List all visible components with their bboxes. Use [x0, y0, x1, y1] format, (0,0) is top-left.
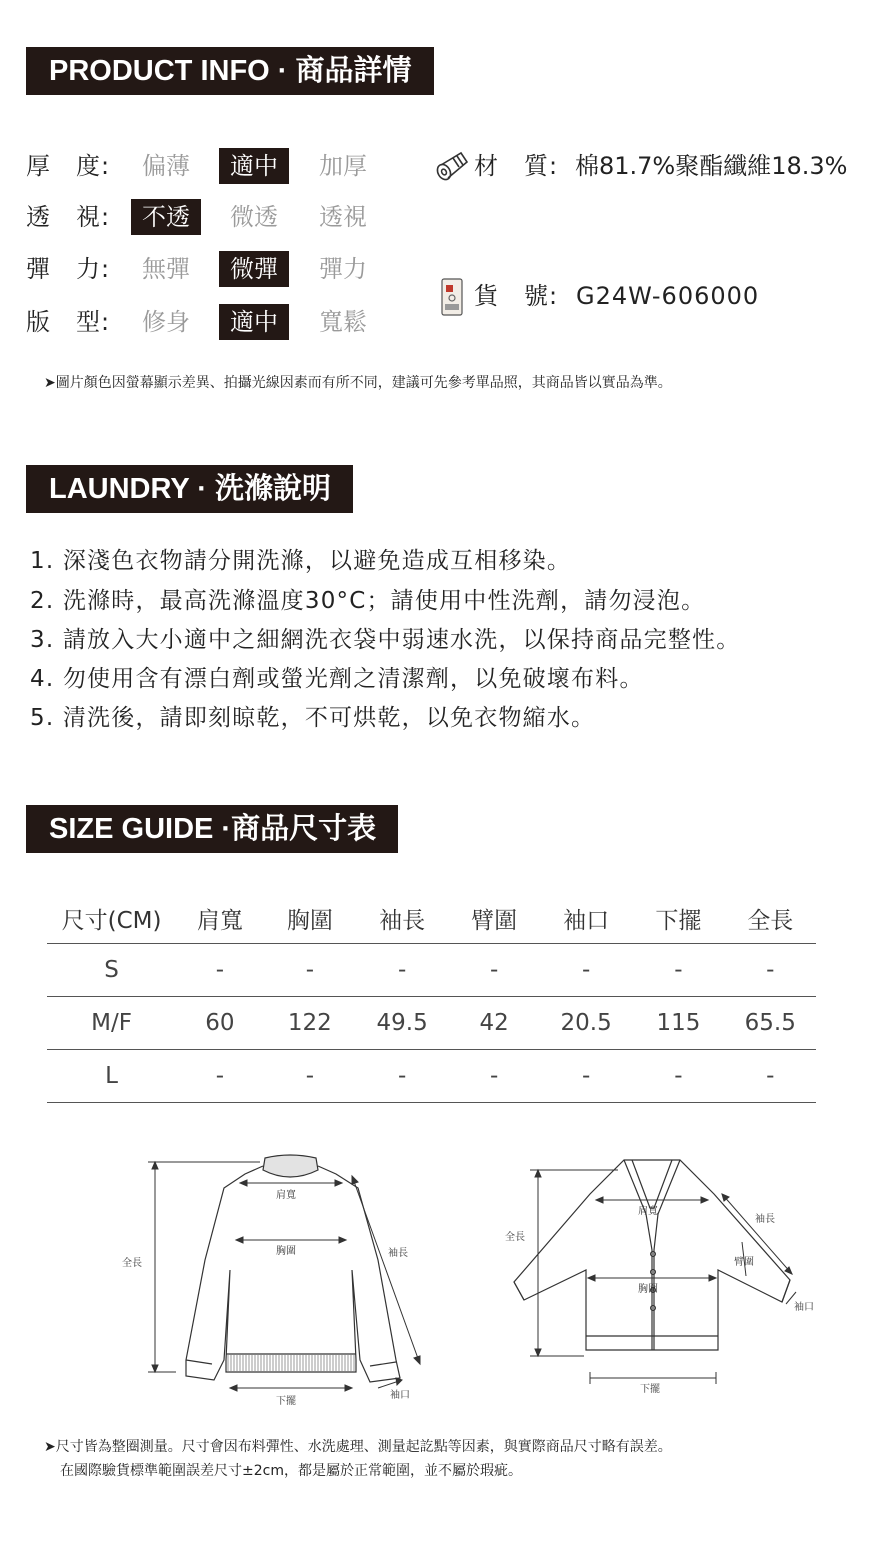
attribute-label: 彈 力:	[26, 255, 111, 283]
laundry-title: LAUNDRY · 洗滌說明	[26, 465, 353, 513]
cardigan-length-label: 全長	[505, 1232, 525, 1243]
size-header-cell: 臂圍	[448, 893, 540, 944]
size-table-header	[47, 893, 816, 944]
attribute-label: 透 視:	[26, 203, 111, 231]
size-cell: -	[176, 944, 264, 997]
cardigan-chest-label: 胸圍	[638, 1284, 658, 1295]
size-cell: -	[176, 1050, 264, 1103]
size-cell: -	[264, 1050, 356, 1103]
size-header-cell: 袖口	[540, 893, 632, 944]
attribute-label: 版 型:	[26, 308, 111, 336]
size-cell: -	[356, 1050, 448, 1103]
size-cell: -	[448, 944, 540, 997]
laundry-item: 3. 請放入大小適中之細網洗衣袋中弱速水洗，以保持商品完整性。	[30, 627, 741, 653]
laundry-item: 5. 清洗後，請即刻晾乾，不可烘乾，以免衣物縮水。	[30, 705, 596, 731]
size-cell: S	[47, 944, 176, 997]
attribute-option: 透視	[319, 203, 367, 231]
cardigan-cuff-label: 袖口	[794, 1302, 814, 1313]
shoulder-label: 肩寬	[276, 1190, 296, 1201]
laundry-item: 1. 深淺色衣物請分開洗滌，以避免造成互相移染。	[30, 548, 572, 574]
material-value: 棉81.7%聚酯纖維18.3%	[575, 152, 848, 180]
cardigan-sleeve-label: 袖長	[755, 1214, 775, 1225]
cuff-label: 袖口	[390, 1390, 410, 1401]
table-row	[47, 997, 816, 1050]
size-cell: 65.5	[725, 997, 817, 1050]
size-header-cell: 下擺	[632, 893, 724, 944]
attribute-option-selected: 不透	[131, 199, 201, 235]
size-cell: -	[448, 1050, 540, 1103]
tag-icon	[439, 276, 465, 318]
size-cell: 115	[632, 997, 724, 1050]
attribute-label: 厚 度:	[26, 152, 111, 180]
laundry-item: 2. 洗滌時，最高洗滌溫度30°C；請使用中性洗劑，請勿浸泡。	[30, 588, 706, 614]
laundry-item: 4. 勿使用含有漂白劑或螢光劑之清潔劑，以免破壞布料。	[30, 666, 644, 692]
size-cell: -	[540, 944, 632, 997]
table-row	[47, 944, 816, 997]
sku-label: 貨 號:	[474, 282, 559, 310]
size-cell: -	[725, 944, 817, 997]
sku-value: G24W-606000	[576, 282, 760, 310]
size-cell: -	[632, 944, 724, 997]
hem-label: 下擺	[276, 1396, 296, 1407]
size-cell: -	[725, 1050, 817, 1103]
cardigan-shoulder-label: 肩寬	[638, 1206, 658, 1217]
attribute-option: 修身	[142, 308, 190, 336]
attribute-option: 無彈	[142, 255, 190, 283]
cardigan-arm-label: 臂圍	[734, 1257, 754, 1268]
size-cell: L	[47, 1050, 176, 1103]
size-guide-title: SIZE GUIDE ·商品尺寸表	[26, 805, 398, 853]
attribute-option: 微透	[230, 203, 278, 231]
attribute-option-selected: 微彈	[219, 251, 289, 287]
sleeve-label: 袖長	[388, 1248, 408, 1259]
chest-label: 胸圍	[276, 1246, 296, 1257]
attribute-option: 彈力	[319, 255, 367, 283]
material-label: 材 質:	[474, 152, 559, 180]
size-disclaimer-line1: ➤尺寸皆為整圈測量。尺寸會因布料彈性、水洗處理、測量起訖點等因素，與實際商品尺寸略有誤差。	[44, 1439, 672, 1455]
attribute-option-selected: 適中	[219, 304, 289, 340]
attribute-option-selected: 適中	[219, 148, 289, 184]
attribute-option: 加厚	[319, 152, 367, 180]
size-header-cell: 全長	[725, 893, 817, 944]
size-cell: -	[540, 1050, 632, 1103]
size-disclaimer-line2: 在國際驗貨標準範圍誤差尺寸±2cm，都是屬於正常範圍，並不屬於瑕疵。	[60, 1463, 522, 1479]
size-cell: -	[264, 944, 356, 997]
size-header-cell: 袖長	[356, 893, 448, 944]
cardigan-hem-label: 下擺	[640, 1384, 660, 1395]
size-cell: M/F	[47, 997, 176, 1050]
size-cell: 20.5	[540, 997, 632, 1050]
size-cell: 42	[448, 997, 540, 1050]
size-header-cell: 胸圍	[264, 893, 356, 944]
sweatshirt-diagram	[120, 1150, 440, 1410]
fabric-roll-icon	[435, 148, 471, 184]
size-header-cell: 肩寬	[176, 893, 264, 944]
size-cell: -	[632, 1050, 724, 1103]
attribute-option: 寬鬆	[319, 308, 367, 336]
cardigan-diagram	[500, 1150, 830, 1400]
table-row	[47, 1050, 816, 1103]
size-cell: 49.5	[356, 997, 448, 1050]
length-label: 全長	[122, 1258, 142, 1269]
attribute-option: 偏薄	[142, 152, 190, 180]
size-cell: -	[356, 944, 448, 997]
size-header-cell: 尺寸(CM)	[47, 893, 176, 944]
product-info-title: PRODUCT INFO · 商品詳情	[26, 47, 434, 95]
size-cell: 60	[176, 997, 264, 1050]
size-cell: 122	[264, 997, 356, 1050]
color-disclaimer: ➤圖片顏色因螢幕顯示差異、拍攝光線因素而有所不同，建議可先參考單品照，其商品皆以實品為準。	[44, 375, 672, 391]
size-table	[47, 893, 816, 1103]
